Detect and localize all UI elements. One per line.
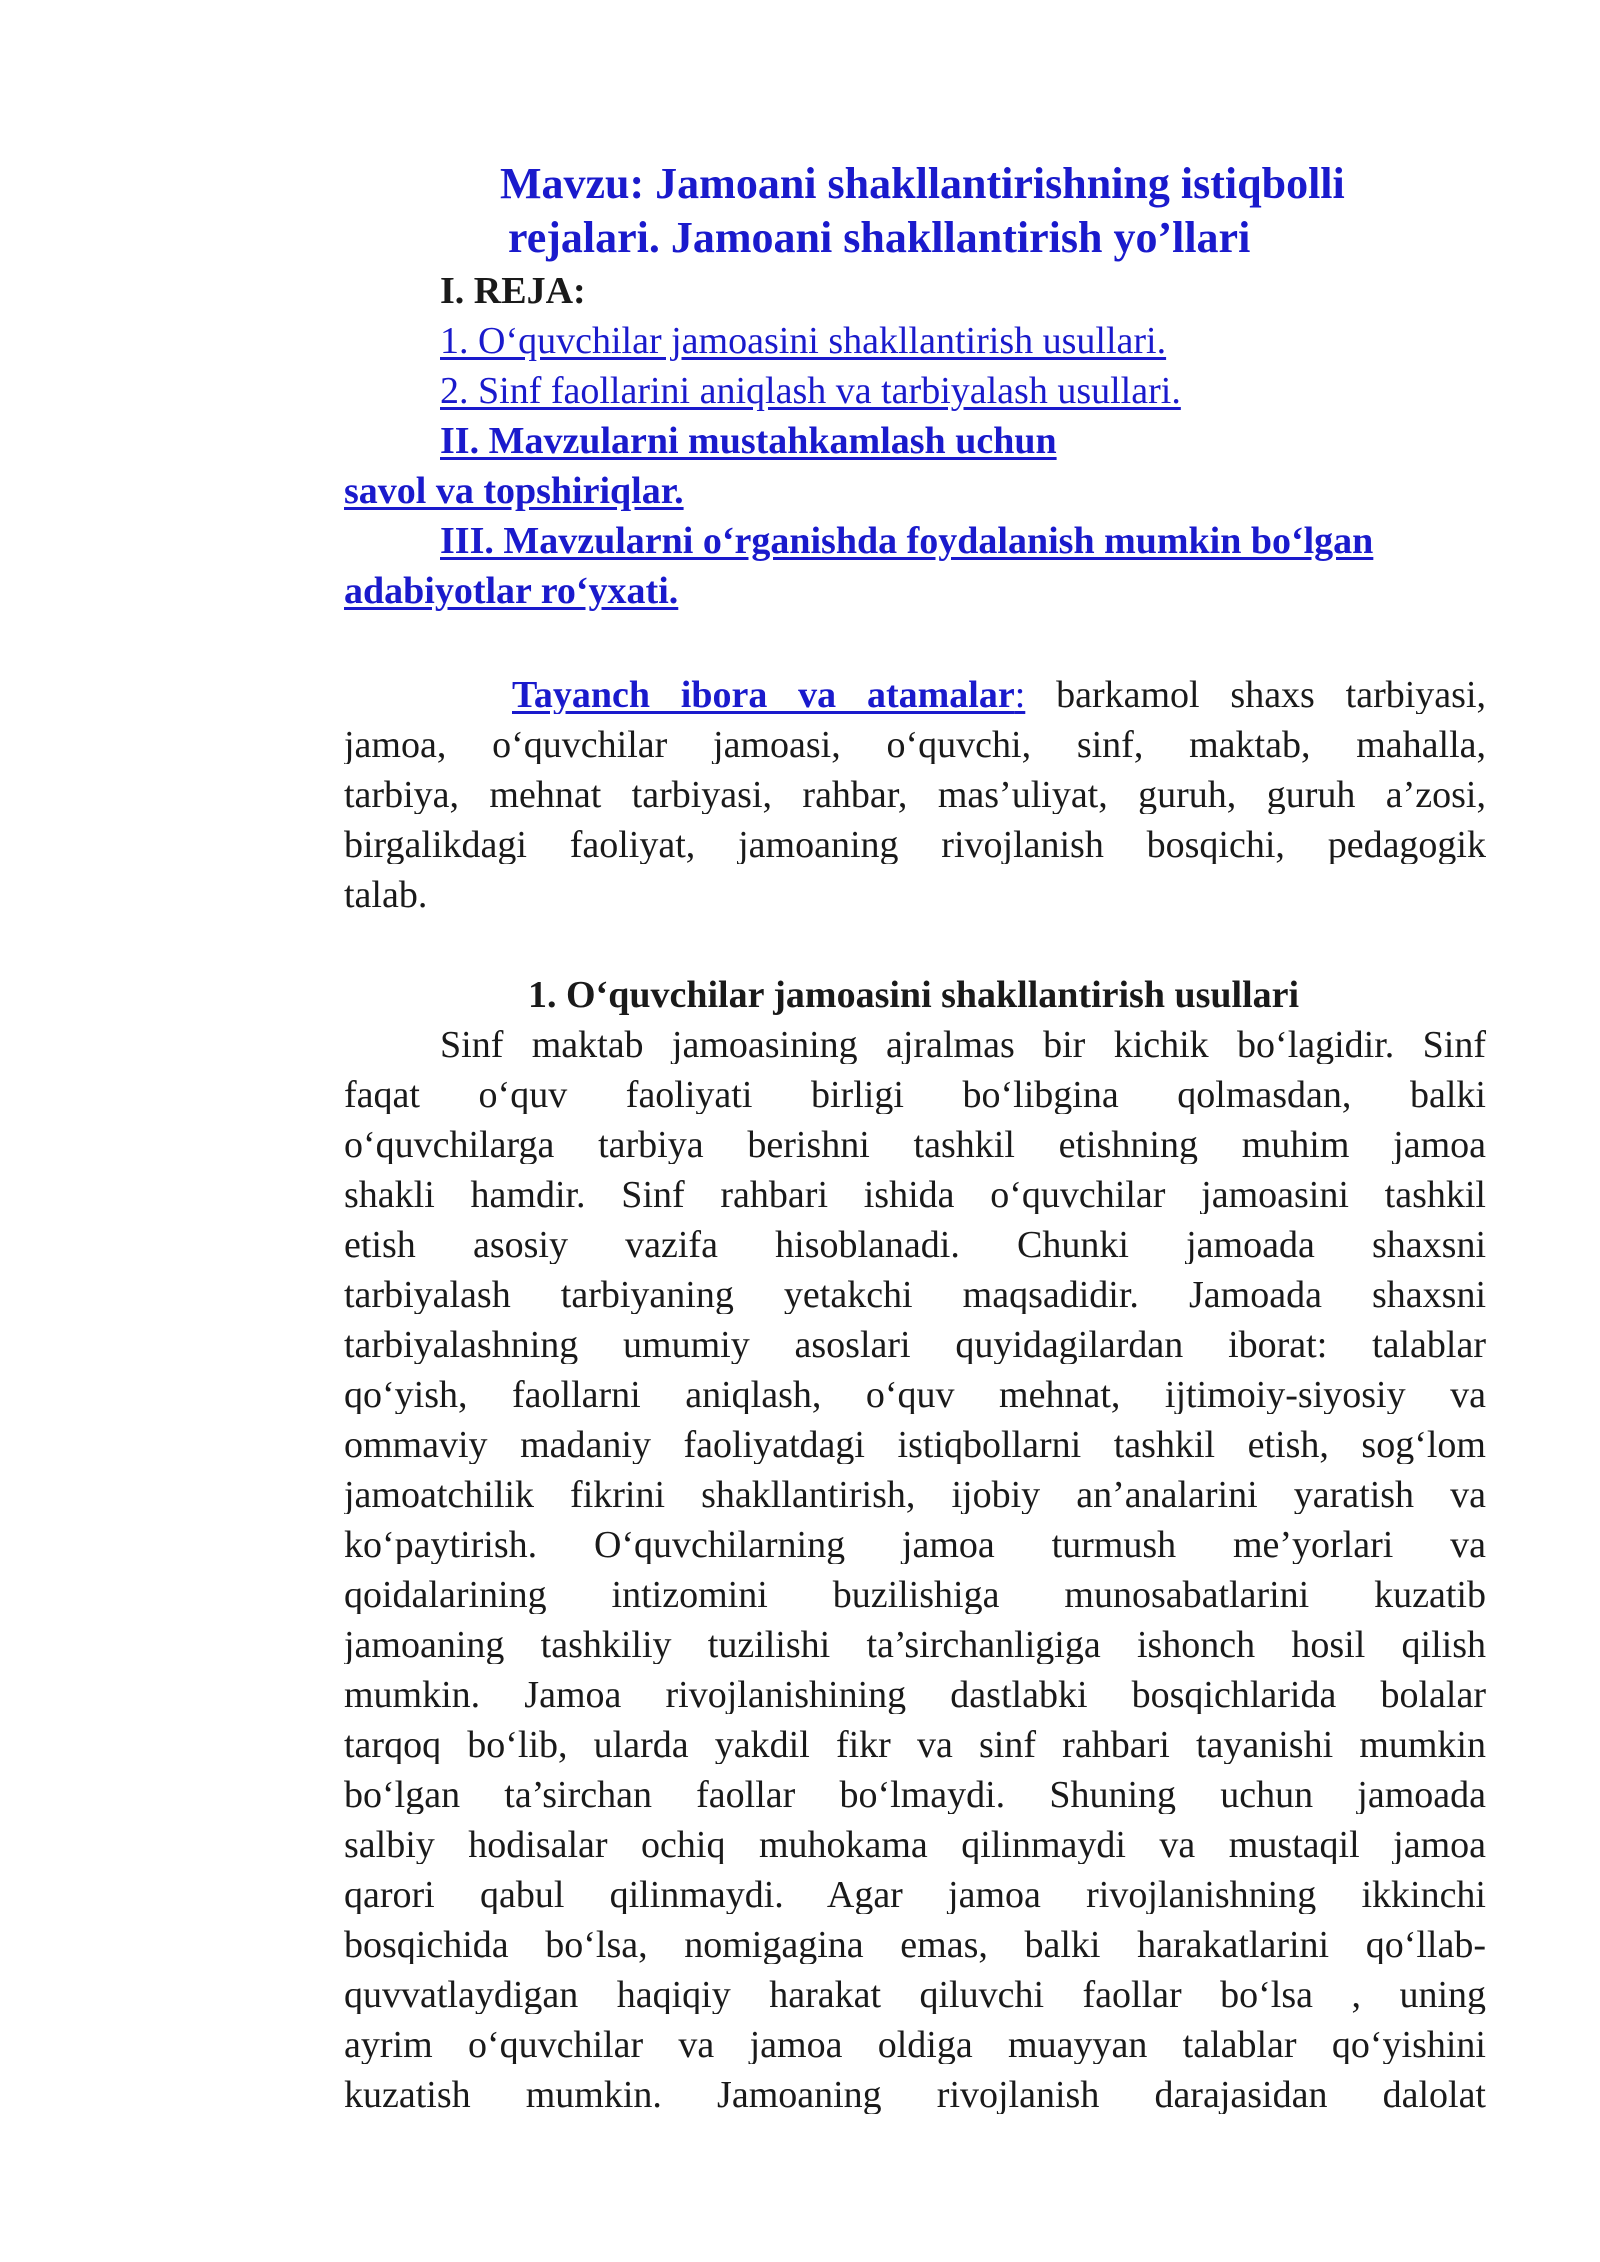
body-line: ayrim o‘quvchilar va jamoa oldiga muayyan talablar qo‘yishini (344, 2026, 1486, 2064)
body-line: mumkin. Jamoa rivojlanishining dastlabki bosqichlarida bolalar (344, 1676, 1486, 1714)
document-title-line-2: rejalari. Jamoani shakllantirish yo’llari (508, 213, 1251, 262)
plan-item-1-link[interactable]: 1. O‘quvchilar jamoasini shakllantirish usullari. (440, 320, 1167, 362)
body-line: salbiy hodisalar ochiq muhokama qilinmaydi va mustaqil jamoa (344, 1826, 1486, 1864)
keywords-line: talab. (344, 876, 428, 914)
body-line: ko‘paytirish. O‘quvchilarning jamoa turmush me’yorlari va (344, 1526, 1486, 1564)
body-line: jamoatchilik fikrini shakllantirish, ijobiy an’analarini yaratish va (344, 1476, 1486, 1514)
body-line: qoidalarining intizomini buzilishiga munosabatlarini kuzatib (344, 1576, 1486, 1614)
body-line: jamoaning tashkiliy tuzilishi ta’sirchanligiga ishonch hosil qilish (344, 1626, 1486, 1664)
body-line: etish asosiy vazifa hisoblanadi. Chunki jamoada shaxsni (344, 1226, 1486, 1264)
body-line: faqat o‘quv faoliyati birligi bo‘libgina qolmasdan, balki (344, 1076, 1486, 1114)
body-line: kuzatish mumkin. Jamoaning rivojlanish darajasidan dalolat (344, 2076, 1486, 2114)
body-line: shakli hamdir. Sinf rahbari ishida o‘quvchilar jamoasini tashkil (344, 1176, 1486, 1214)
body-line: tarbiyalashning umumiy asoslari quyidagilardan iborat: talablar (344, 1326, 1486, 1364)
plan-heading: I. REJA: (440, 270, 586, 312)
plan-section-2-link-line-2[interactable]: savol va topshiriqlar. (344, 470, 684, 512)
body-line: Sinf maktab jamoasining ajralmas bir kichik bo‘lagidir. Sinf (440, 1026, 1486, 1064)
body-line: tarbiyalash tarbiyaning yetakchi maqsadidir. Jamoada shaxsni (344, 1276, 1486, 1314)
keywords-first-line-text: barkamol shaxs tarbiyasi, (1025, 676, 1486, 714)
body-line: ommaviy madaniy faoliyatdagi istiqbollarni tashkil etish, sog‘lom (344, 1426, 1486, 1464)
plan-section-2-link-line-1[interactable]: II. Mavzularni mustahkamlash uchun (440, 420, 1057, 462)
plan-section-3-link-line-1[interactable]: III. Mavzularni o‘rganishda foydalanish mumkin bo‘lgan (440, 520, 1374, 562)
body-line: bosqichida bo‘lsa, nomigagina emas, balki harakatlarini qo‘llab- (344, 1926, 1486, 1964)
plan-section-3-link-line-2[interactable]: adabiyotlar ro‘yxati. (344, 570, 679, 612)
body-line: qarori qabul qilinmaydi. Agar jamoa rivojlanishning ikkinchi (344, 1876, 1486, 1914)
keywords-line: birgalikdagi faoliyat, jamoaning rivojlanish bosqichi, pedagogik (344, 826, 1486, 864)
keywords-line-1 (344, 676, 1486, 714)
body-line: quvvatlaydigan haqiqiy harakat qiluvchi faollar bo‘lsa , uning (344, 1976, 1486, 2014)
section-1-heading: 1. O‘quvchilar jamoasini shakllantirish usullari (528, 974, 1300, 1016)
keywords-label-link[interactable]: Tayanch ibora va atamalar (512, 676, 1015, 714)
keywords-line: jamoa, o‘quvchilar jamoasi, o‘quvchi, sinf, maktab, mahalla, (344, 726, 1486, 764)
body-line: qo‘yish, faollarni aniqlash, o‘quv mehnat, ijtimoiy-siyosiy va (344, 1376, 1486, 1414)
keywords-colon: : (1014, 676, 1026, 714)
body-line: bo‘lgan ta’sirchan faollar bo‘lmaydi. Shuning uchun jamoada (344, 1776, 1486, 1814)
body-line: tarqoq bo‘lib, ularda yakdil fikr va sinf rahbari tayanishi mumkin (344, 1726, 1486, 1764)
plan-item-2-link[interactable]: 2. Sinf faollarini aniqlash va tarbiyalash usullari. (440, 370, 1181, 412)
keywords-line: tarbiya, mehnat tarbiyasi, rahbar, mas’uliyat, guruh, guruh a’zosi, (344, 776, 1486, 814)
document-title-line-1: Mavzu: Jamoani shakllantirishning istiqbolli (500, 159, 1345, 208)
body-line: o‘quvchilarga tarbiya berishni tashkil etishning muhim jamoa (344, 1126, 1486, 1164)
